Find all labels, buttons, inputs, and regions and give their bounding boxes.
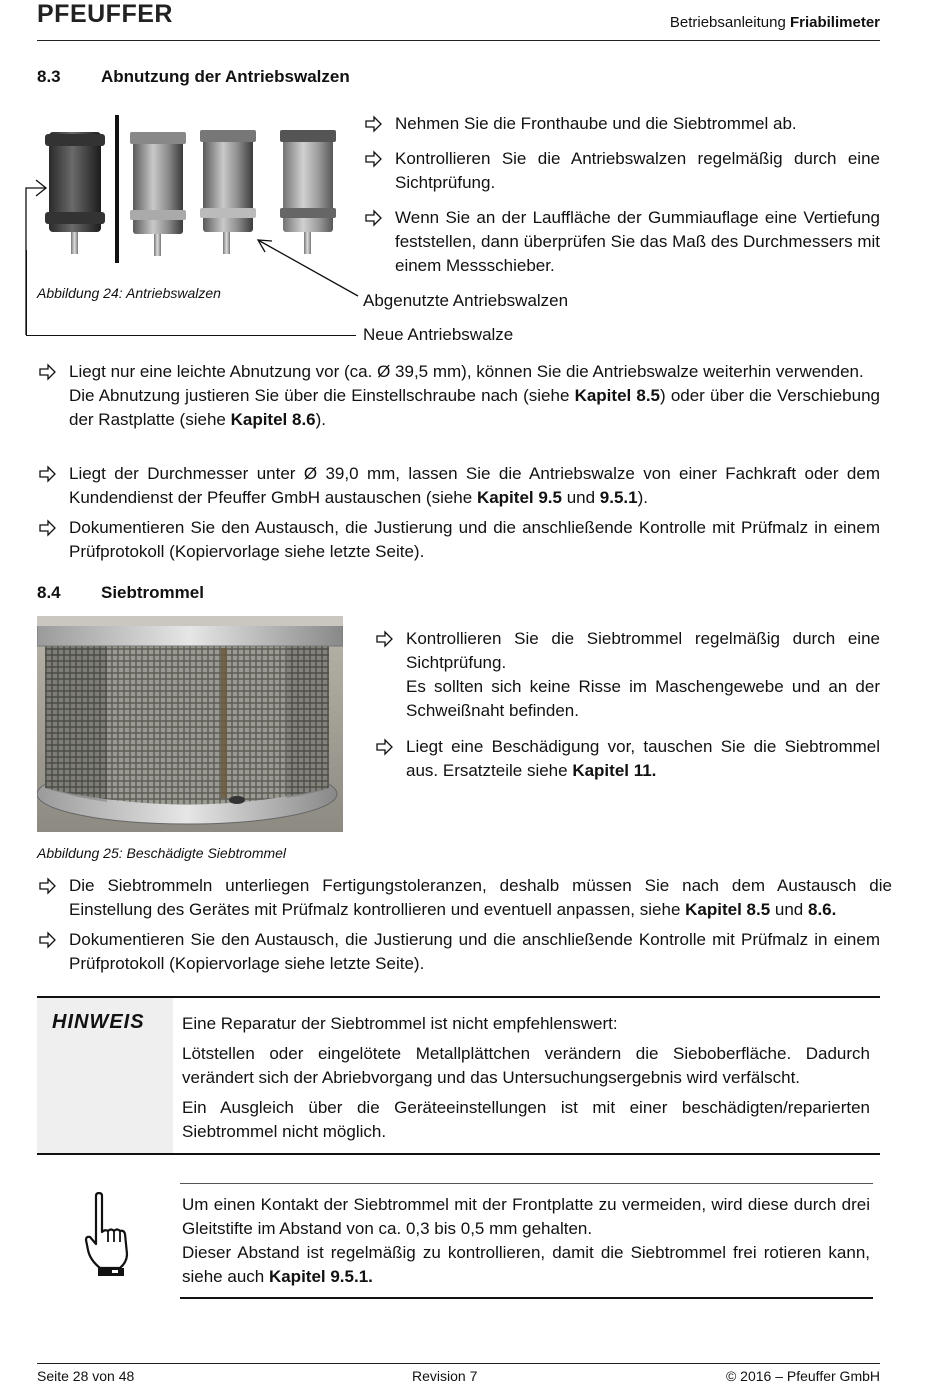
bullet-check-rollers xyxy=(395,147,880,195)
company-logo: PFEUFFER xyxy=(37,0,173,28)
new-roller xyxy=(45,132,105,254)
bullet-slight-wear xyxy=(69,360,880,432)
doc-name: Friabilimeter xyxy=(789,14,880,31)
bullet-text: Kontrollieren Sie die Antriebswalzen regelmäßig durch eine Sichtprüfung. xyxy=(395,149,880,192)
chapter-ref: Kapitel 11. xyxy=(572,761,657,780)
notice-paragraph: Eine Reparatur der Siebtrommel ist nicht empfehlenswert: xyxy=(182,1014,618,1033)
bullet-document-exchange-2 xyxy=(69,928,880,976)
figure-drive-rollers xyxy=(20,110,380,350)
arrow-icon xyxy=(374,735,396,759)
footer-copyright: © 2016 – Pfeuffer GmbH xyxy=(725,1368,880,1384)
bullet-document-exchange xyxy=(69,516,880,564)
notice-label: HINWEIS xyxy=(52,1011,145,1033)
bullet-text: Es sollten sich keine Risse im Maschengewebe und an der Schweißnaht befinden. xyxy=(406,677,880,720)
bullet-text: Wenn Sie an der Lauffläche der Gummiauflage eine Vertiefung feststellen, dann überprüfen Sie das Maß des Durchmessers mit einem Messschieber. xyxy=(395,208,880,275)
worn-roller-1 xyxy=(130,132,186,256)
arrow-icon xyxy=(363,206,385,230)
bullet-text: Dokumentieren Sie den Austausch, die Justierung und die anschließende Kontrolle mit Prüfmalz in einem Prüfprotokoll (Kopiervorlage siehe letzte Seite). xyxy=(69,930,880,973)
section-title: Abnutzung der Antriebswalzen xyxy=(101,67,350,86)
notice-content xyxy=(182,1012,870,1144)
section-heading-8-4 xyxy=(37,583,204,603)
bullet-text-part: ) oder über die Verschiebung der Rastplatte (siehe xyxy=(69,386,880,429)
bullet-text: Nehmen Sie die Fronthaube und die Siebtrommel ab. xyxy=(395,114,797,133)
chapter-ref: Kapitel 9.5.1. xyxy=(268,1267,373,1286)
bullet-text: Dokumentieren Sie den Austausch, die Justierung und die anschließende Kontrolle mit Prüfmalz in einem Prüfprotokoll (Kopiervorlage siehe letzte Seite). xyxy=(69,518,880,561)
chapter-ref: Kapitel 8.5 xyxy=(685,900,771,919)
tip-bottom-rule xyxy=(180,1297,873,1299)
bullet-text-part: Liegt der Durchmesser unter Ø 39,0 mm, lassen Sie die Antriebswalze von einer Fachkraft oder dem Kundendienst der Pfeuffer GmbH austauschen (siehe xyxy=(69,464,880,507)
section-number: 8.3 xyxy=(37,67,61,86)
arrow-icon xyxy=(37,928,59,952)
bullet-replace-sieve-drum xyxy=(406,735,880,783)
document-title xyxy=(670,14,880,31)
section-title: Siebtrommel xyxy=(101,583,204,602)
bullet-text-part: und xyxy=(561,488,600,507)
tip-paragraph xyxy=(182,1241,870,1289)
tip-text-part: Dieser Abstand ist regelmäßig zu kontrollieren, damit die Siebtrommel frei rotieren kann, siehe auch xyxy=(182,1243,870,1286)
figure-caption-25: Abbildung 25: Beschädigte Siebtrommel xyxy=(37,845,287,861)
tip-paragraph: Um einen Kontakt der Siebtrommel mit der Frontplatte zu vermeiden, wird diese durch drei Gleitstifte im Abstand von ca. 0,3 bis 0,5 mm gehalten. xyxy=(182,1195,870,1238)
arrow-icon xyxy=(37,874,59,898)
bullet-text-part: Liegt eine Beschädigung vor, tauschen Sie die Siebtrommel aus. Ersatzteile siehe xyxy=(406,737,880,780)
notice-paragraph: Ein Ausgleich über die Geräteeinstellungen ist mit einer beschädigten/reparierten Siebtrommel nicht möglich. xyxy=(182,1098,870,1141)
notice-bottom-rule xyxy=(37,1153,880,1155)
worn-roller-2 xyxy=(200,130,256,254)
worn-roller-3 xyxy=(280,130,336,254)
bullet-diameter-below xyxy=(69,462,880,510)
figure-caption-24: Abbildung 24: Antriebswalzen xyxy=(37,285,221,301)
bullet-check-sieve-drum xyxy=(406,627,880,723)
arrow-icon xyxy=(374,627,396,651)
figure-damaged-sieve-drum xyxy=(37,616,343,832)
header-rule xyxy=(37,40,880,41)
tip-top-rule xyxy=(180,1183,873,1184)
label-worn-rollers: Abgenutzte Antriebswalzen xyxy=(363,291,569,310)
bullet-text-part: Die Abnutzung justieren Sie über die Einstellschraube nach (siehe xyxy=(69,386,575,405)
label-new-roller: Neue Antriebswalze xyxy=(363,325,514,344)
new-roller-pointer-line-vertical xyxy=(26,250,27,336)
arrow-icon xyxy=(363,147,385,171)
bullet-manufacturing-tolerances xyxy=(69,874,892,922)
chapter-ref: 8.6. xyxy=(807,900,837,919)
bullet-text: Kontrollieren Sie die Siebtrommel regelmäßig durch eine Sichtprüfung. xyxy=(406,629,880,672)
section-number: 8.4 xyxy=(37,583,61,602)
doc-type: Betriebsanleitung xyxy=(669,14,786,31)
bullet-text: Liegt nur eine leichte Abnutzung vor (ca. Ø 39,5 mm), können Sie die Antriebswalze weiterhin verwenden. xyxy=(69,362,864,381)
footer-page-number: Seite 28 von 48 xyxy=(37,1368,135,1384)
chapter-ref: Kapitel 8.6 xyxy=(230,410,316,429)
bullet-text-part: ). xyxy=(315,410,327,429)
section-heading-8-3 xyxy=(37,67,350,87)
arrow-icon xyxy=(37,516,59,540)
bullet-text-part: und xyxy=(770,900,808,919)
footer-rule xyxy=(37,1363,880,1364)
bullet-text-part: Die Siebtrommeln unterliegen Fertigungstoleranzen, deshalb müssen Sie nach dem Austausch die Einstellung des Gerätes mit Prüfmalz kontrollieren und eventuell anpassen, siehe xyxy=(69,876,892,919)
pointing-hand-icon xyxy=(82,1192,134,1280)
notice-paragraph: Lötstellen oder eingelötete Metallplättchen verändern die Sieboberfläche. Dadurch verändert sich der Abriebvorgang und das Untersuchungsergebnis wird verfälscht. xyxy=(182,1044,870,1087)
bullet-measure-diameter xyxy=(395,206,880,278)
tip-content xyxy=(182,1193,870,1289)
chapter-ref: Kapitel 9.5 xyxy=(476,488,562,507)
bullet-remove-hood xyxy=(395,112,880,136)
footer-revision: Revision 7 xyxy=(412,1368,478,1384)
arrow-icon xyxy=(363,112,385,136)
bullet-text-part: ). xyxy=(637,488,648,507)
chapter-ref: Kapitel 8.5 xyxy=(574,386,661,405)
new-roller-pointer-line xyxy=(26,335,356,336)
arrow-icon xyxy=(37,360,59,384)
arrow-icon xyxy=(37,462,59,486)
chapter-ref: 9.5.1 xyxy=(599,488,638,507)
